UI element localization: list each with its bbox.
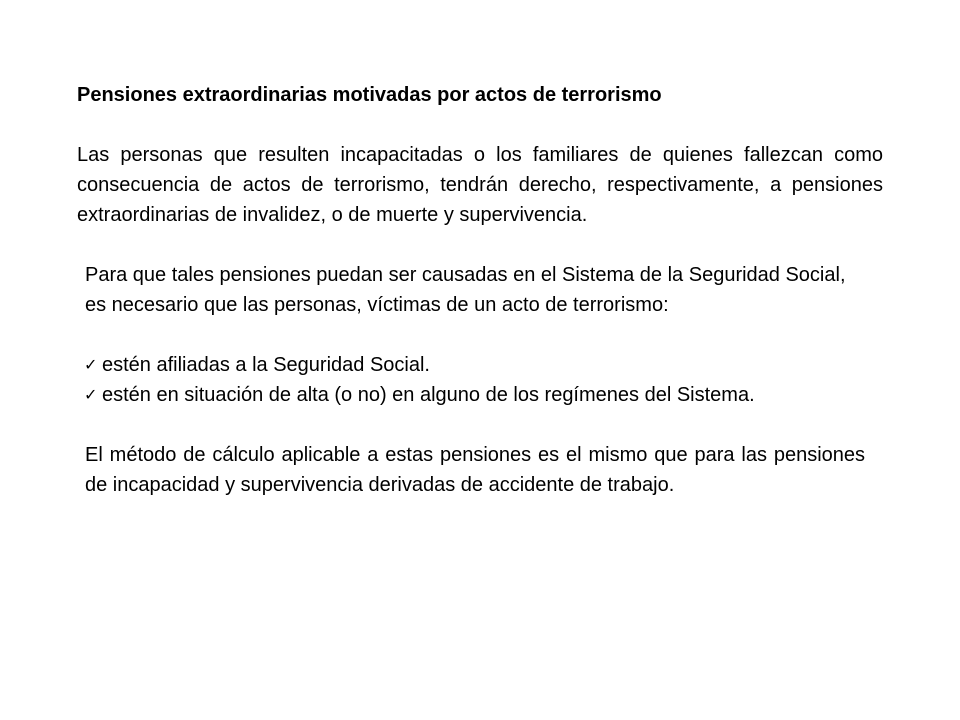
bottom-text-block bbox=[85, 260, 865, 500]
intro-paragraph: Las personas que resulten incapacitadas o los familiares de quienes fallezcan como consecuencia de actos de terrorismo, tendrán derecho, respectivamente, a pensiones extraordinarias de invalidez, o de muerte y supervivencia. bbox=[77, 144, 883, 226]
top-text-block bbox=[77, 80, 883, 230]
list-item-text: estén afiliadas a la Seguridad Social. bbox=[102, 354, 430, 376]
list-item-text: estén en situación de alta (o no) en alguno de los regímenes del Sistema. bbox=[102, 384, 755, 406]
calculation-note: El método de cálculo aplicable a estas pensiones es el mismo que para las pensiones de incapacidad y supervivencia derivadas de accidente de trabajo. bbox=[85, 444, 865, 496]
list-item bbox=[85, 380, 865, 410]
requirements-intro: Para que tales pensiones puedan ser causadas en el Sistema de la Seguridad Social, es necesario que las personas, víctimas de un acto de terrorismo: bbox=[85, 264, 846, 316]
check-icon: ✓ bbox=[84, 355, 98, 374]
list-item bbox=[85, 350, 865, 380]
requirements-list bbox=[85, 350, 865, 410]
check-icon: ✓ bbox=[84, 385, 98, 404]
page-title: Pensiones extraordinarias motivadas por actos de terrorismo bbox=[77, 84, 662, 106]
